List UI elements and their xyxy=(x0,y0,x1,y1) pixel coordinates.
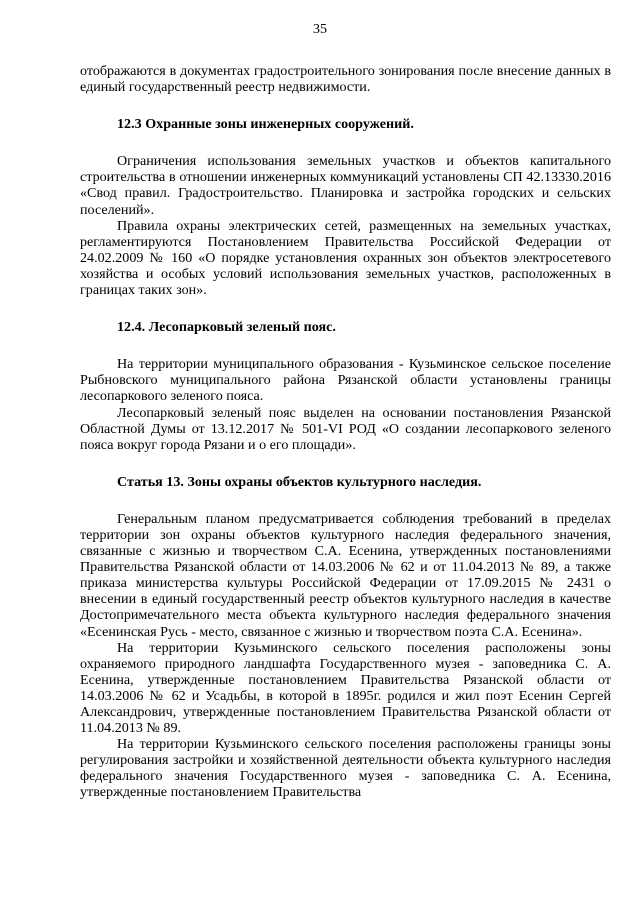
article-13-paragraph-3: На территории Кузьминского сельского поселения расположены границы зоны регулирования застройки и хозяйственной деятельности объекта культурного наследия федерального значения Государственного музея - заповедника С. А. Есенина, утвержденные постановлением Правительства xyxy=(80,736,611,801)
page-number: 35 xyxy=(313,22,327,37)
section-heading-12-3: 12.3 Охранные зоны инженерных сооружений. xyxy=(117,116,414,133)
section-12-4-paragraph-2: Лесопарковый зеленый пояс выделен на основании постановления Рязанской Областной Думы от 13.12.2017 № 501-VI РОД «О создании лесопаркового зеленого пояса вокруг города Рязани и о его площади». xyxy=(80,404,611,453)
article-13-heading: Статья 13. Зоны охраны объектов культурного наследия. xyxy=(117,473,482,490)
section-12-4-paragraph-1: На территории муниципального образования - Кузьминское сельское поселение Рыбновского муниципального района Рязанской области установлены границы лесопаркового зеленого пояса. xyxy=(80,356,611,405)
intro-paragraph: отображаются в документах градостроительного зонирования после внесение данных в единый государственный реестр недвижимости. xyxy=(80,63,611,96)
article-13-paragraph-1: Генеральным планом предусматривается соблюдения требований в пределах территории зон охраны объектов культурного наследия федерального значения, связанные с жизнью и творчеством С.А. Есенина, утвержденных постановлениями Правительства Рязанской области от 14.03.2006 № 62 и от 11.04.2013 № 89, а также приказа министерства культуры Российской Федерации от 17.09.2015 № 2431 о внесении в единый государственный реестр объектов культурного наследия в качестве Достопримечательного места объекта культурного наследия федерального значения «Есенинская Русь - место, связанное с жизнью и творчеством поэта С.А. Есенина». xyxy=(80,510,611,640)
section-12-3-paragraph-2: Правила охраны электрических сетей, размещенных на земельных участках, регламентируются Постановлением Правительства Российской Федерации от 24.02.2009 № 160 «О порядке установления охранных зон объектов электросетевого хозяйства и особых условий использования земельных участков, расположенных в границах таких зон». xyxy=(80,217,611,299)
page-content xyxy=(80,63,611,801)
section-heading-12-4: 12.4. Лесопарковый зеленый пояс. xyxy=(117,319,336,336)
section-12-3-paragraph-1: Ограничения использования земельных участков и объектов капитального строительства в отношении инженерных коммуникаций установлены СП 42.13330.2016 «Свод правил. Градостроительство. Планировка и застройка городских и сельских поселений». xyxy=(80,153,611,218)
article-13-paragraph-2: На территории Кузьминского сельского поселения расположены зоны охраняемого природного ландшафта Государственного музея - заповедника С. А. Есенина, утвержденные постановлением Правительства Рязанской области от 14.03.2006 № 62 и Усадьбы, в которой в 1895г. родился и жил поэт Есенин Сергей Александрович, утвержденные постановлением Правительства Рязанской области от 11.04.2013 № 89. xyxy=(80,639,611,737)
